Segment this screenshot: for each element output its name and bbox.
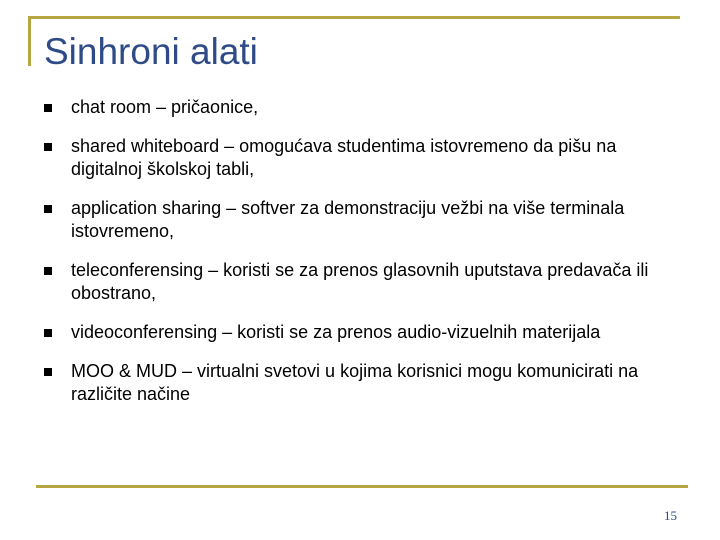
bullet-item	[44, 259, 684, 305]
bullet-item	[44, 321, 684, 344]
bullet-item	[44, 360, 684, 406]
bullet-text: MOO & MUD – virtualni svetovi u kojima korisnici mogu komunicirati na različite načine	[71, 361, 639, 404]
bullet-item	[44, 96, 684, 119]
bullet-list	[44, 96, 684, 422]
square-bullet-icon	[44, 104, 52, 112]
square-bullet-icon	[44, 205, 52, 213]
footer-divider	[36, 485, 688, 488]
bullet-text: application sharing – softver za demonstraciju vežbi na više terminala istovremeno,	[71, 198, 625, 241]
bullet-text: videoconferensing – koristi se za prenos audio-vizuelnih materijala	[71, 322, 601, 342]
title-frame-top-line	[28, 16, 680, 19]
square-bullet-icon	[44, 143, 52, 151]
bullet-text: shared whiteboard – omogućava studentima istovremeno da pišu na digitalnoj školskoj tabli,	[71, 136, 617, 179]
bullet-text: chat room – pričaonice,	[71, 97, 259, 117]
page-number: 15	[664, 508, 677, 523]
square-bullet-icon	[44, 329, 52, 337]
title-frame-left-line	[28, 16, 31, 66]
bullet-item	[44, 197, 684, 243]
slide-title: Sinhroni alati	[44, 31, 258, 72]
square-bullet-icon	[44, 267, 52, 275]
bullet-item	[44, 135, 684, 181]
bullet-text: teleconferensing – koristi se za prenos glasovnih uputstava predavača ili obostrano,	[71, 260, 649, 303]
square-bullet-icon	[44, 368, 52, 376]
